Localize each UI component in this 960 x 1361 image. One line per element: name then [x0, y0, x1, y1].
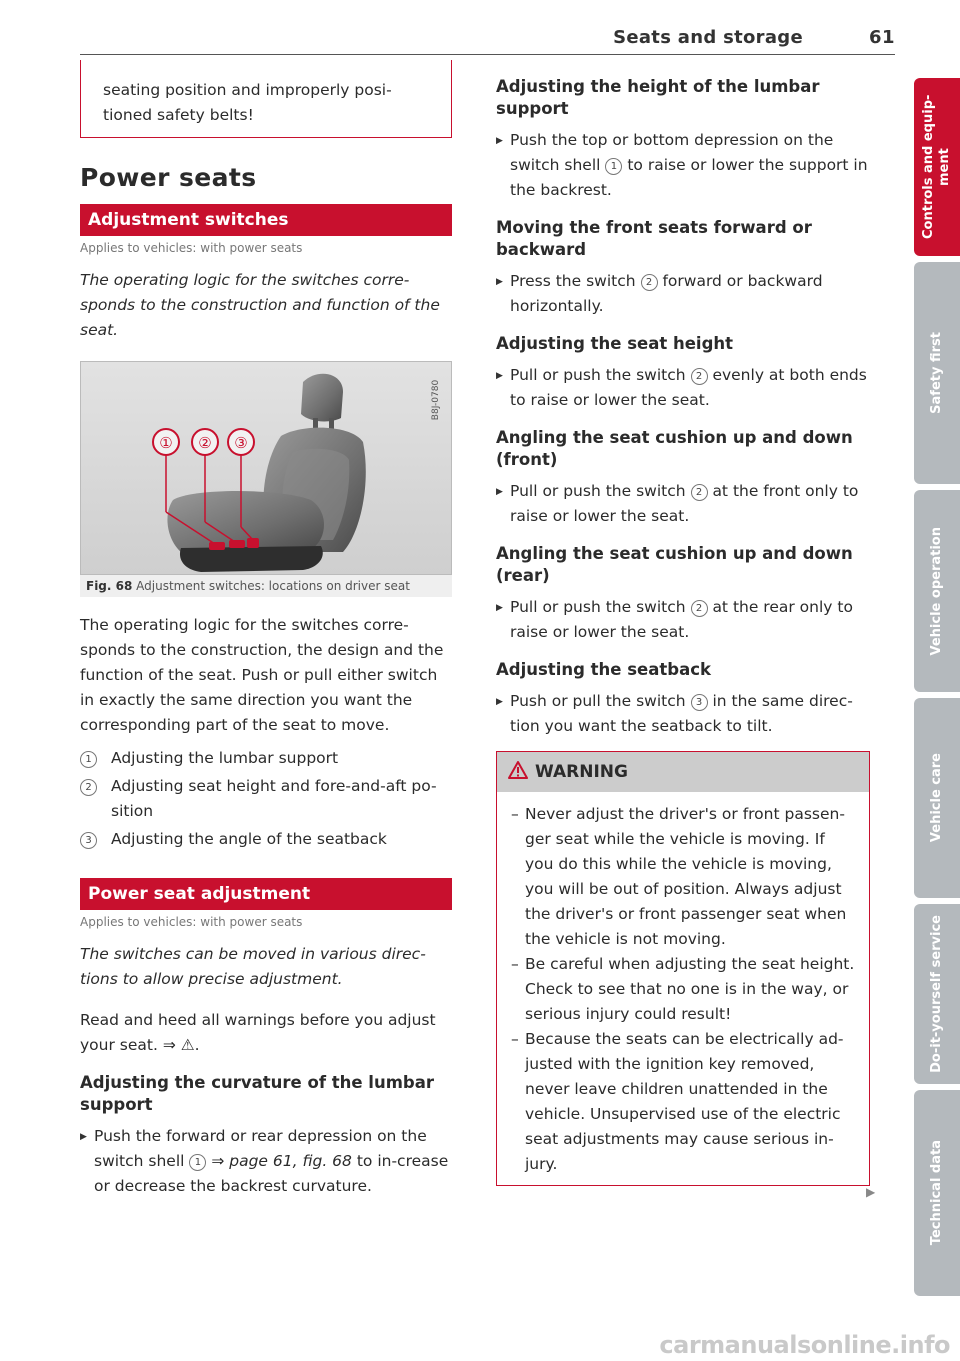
- section-bar-power-seat-adjustment: Power seat adjustment: [80, 878, 452, 910]
- step-text: Press the switch: [510, 272, 636, 290]
- list-item-text: Adjusting seat height and fore-and-aft po-sition: [111, 777, 437, 820]
- continued-arrow-icon: ▶: [866, 1185, 876, 1199]
- tab-safety-first[interactable]: [914, 262, 960, 484]
- number-badge: 2: [641, 274, 658, 291]
- section-intro: The switches can be moved in various direc-tions to allow precise adjustment.: [80, 945, 426, 988]
- applies-note: Applies to vehicles: with power seats: [80, 241, 303, 255]
- callout-1: ①: [159, 434, 173, 452]
- tab-label: Vehicle care: [929, 753, 944, 843]
- warning-item-text: Because the seats can be electrically ad-justed with the ignition key removed, never leave children unattended in the vehicle. Unsupervised use of the electric seat adjustments may cause serious in-jury.: [525, 1030, 844, 1173]
- step-text: at the front only to raise or lower the seat.: [510, 482, 859, 525]
- warning-header: [497, 752, 869, 792]
- list-item: [80, 746, 452, 771]
- section-body: The operating logic for the switches corre-sponds to the construction, the design and the function of the seat. Push or pull either switch in exactly the same direction you want the corresponding part of the seat to move.: [80, 616, 444, 734]
- tab-vehicle-care[interactable]: [914, 698, 960, 898]
- section-body: Read and heed all warnings before you adjust your seat. ⇒ ⚠.: [80, 1011, 436, 1054]
- tab-label: Safety first: [929, 332, 944, 414]
- page-number: 61: [868, 27, 895, 48]
- instruction-step: [496, 128, 869, 203]
- number-badge: 2: [691, 484, 708, 501]
- instruction-blocks: [496, 76, 869, 739]
- section-intro: The operating logic for the switches corre-sponds to the construction and function of the seat.: [80, 271, 440, 339]
- figure-code: B8J-0780: [431, 379, 441, 421]
- subheading: Angling the seat cushion up and down (front): [496, 428, 853, 469]
- number-badge: 3: [80, 832, 97, 849]
- continued-warning-text: seating position and improperly posi-tioned safety belts!: [103, 81, 392, 124]
- callout-2: ②: [198, 434, 212, 452]
- callout-3: ③: [234, 434, 248, 452]
- step-text: at the rear only to raise or lower the seat.: [510, 598, 853, 641]
- subheading: Moving the front seats forward or backward: [496, 218, 812, 259]
- number-badge: 2: [691, 368, 708, 385]
- number-badge: 1: [80, 751, 97, 768]
- step-text: Pull or push the switch: [510, 366, 686, 384]
- instruction-step: [496, 269, 869, 319]
- caption-text: Adjustment switches: locations on driver seat: [136, 579, 410, 593]
- step-text: Pull or push the switch: [510, 598, 686, 616]
- subheading-lumbar-curvature: Adjusting the curvature of the lumbar support: [80, 1073, 434, 1114]
- step-text: in the same direc-tion you want the seatback to tilt.: [510, 692, 853, 735]
- subheading: Adjusting the seatback: [496, 660, 711, 679]
- left-column: [80, 60, 452, 1203]
- subheading: Adjusting the seat height: [496, 334, 734, 353]
- watermark: carmanualsonline.info: [659, 1331, 950, 1359]
- step-text: Pull or push the switch: [510, 482, 686, 500]
- instruction-step: [496, 689, 869, 739]
- page-reference-link[interactable]: ⇒ page 61, fig. 68: [211, 1152, 352, 1170]
- step-text: Push the forward or rear depression on the switch shell: [94, 1127, 427, 1170]
- warning-item: – Never adjust the driver's or front passen-ger seat while the vehicle is moving. If you do this while the vehicle is moving, you will be out of position. Always adjust the driver's or front passenger seat when the vehicle is not moving.: [511, 802, 855, 952]
- warning-title: WARNING: [535, 762, 628, 782]
- subheading: Adjusting the height of the lumbar support: [496, 77, 820, 118]
- page-header: [80, 20, 895, 55]
- step-text: Push or pull the switch: [510, 692, 686, 710]
- continued-warning-box: [80, 60, 452, 138]
- bullet-triangle-icon: ▶: [80, 1132, 87, 1142]
- figure-caption: [80, 575, 452, 597]
- instruction-step: [496, 363, 869, 413]
- subheading: Angling the seat cushion up and down (rear): [496, 544, 853, 585]
- applies-note: Applies to vehicles: with power seats: [80, 915, 303, 929]
- number-badge: 1: [189, 1154, 206, 1171]
- tab-label: Do-it-yourself service: [929, 915, 944, 1073]
- warning-item-text: Never adjust the driver's or front passen-ger seat while the vehicle is moving. If you do this while the vehicle is moving, you will be out of position. Always adjust the driver's or front passenger seat when the vehicle is not moving.: [525, 805, 847, 948]
- instruction-step: [80, 1124, 452, 1199]
- bullet-triangle-icon: ▶: [496, 277, 503, 287]
- tab-vehicle-operation[interactable]: [914, 490, 960, 692]
- seat-figure: [80, 361, 452, 575]
- warning-item: – Because the seats can be electrically ad-justed with the ignition key removed, never leave children unattended in the vehicle. Unsupervised use of the electric seat adjustments may cause serious in-jury.: [511, 1027, 855, 1177]
- warning-item: – Be careful when adjusting the seat height. Check to see that no one is in the way, or serious injury could result!: [511, 952, 855, 1027]
- switch-list: [80, 746, 452, 852]
- tab-label: Vehicle operation: [929, 526, 944, 656]
- list-item-text: Adjusting the angle of the seatback: [111, 830, 387, 848]
- warning-body: [497, 792, 869, 1185]
- bullet-triangle-icon: ▶: [496, 603, 503, 613]
- tab-do-it-yourself-service[interactable]: [914, 904, 960, 1084]
- warning-item-text: Be careful when adjusting the seat height. Check to see that no one is in the way, or serious injury could result!: [525, 955, 855, 1023]
- bullet-triangle-icon: ▶: [496, 487, 503, 497]
- bullet-triangle-icon: ▶: [496, 371, 503, 381]
- warning-triangle-icon: [507, 760, 529, 780]
- number-badge: 2: [691, 600, 708, 617]
- warning-box: [496, 751, 870, 1186]
- right-column: [496, 60, 869, 1186]
- section-title: Seats and storage: [613, 27, 803, 48]
- tab-controls-and-equipment[interactable]: [914, 78, 960, 256]
- tab-technical-data[interactable]: [914, 1090, 960, 1296]
- bullet-triangle-icon: ▶: [496, 136, 503, 146]
- instruction-step: [496, 479, 869, 529]
- step-text: forward or backward horizontally.: [510, 272, 823, 315]
- section-bar-adjustment-switches: Adjustment switches: [80, 204, 452, 236]
- seat-illustration: [81, 362, 451, 574]
- list-item: [80, 774, 452, 824]
- step-text: Push the top or bottom depression on the switch shell: [510, 131, 834, 174]
- tab-label: Technical data: [929, 1140, 944, 1246]
- step-text: to raise or lower the support in the backrest.: [510, 156, 868, 199]
- caption-label: Fig. 68: [86, 579, 133, 593]
- number-badge: 3: [691, 694, 708, 711]
- chapter-title: Power seats: [80, 163, 257, 192]
- number-badge: 1: [605, 158, 622, 175]
- step-text: evenly at both ends to raise or lower the seat.: [510, 366, 867, 409]
- list-item-text: Adjusting the lumbar support: [111, 749, 339, 767]
- step-text: to in-crease or decrease the backrest curvature.: [94, 1152, 449, 1195]
- bullet-triangle-icon: ▶: [496, 697, 503, 707]
- instruction-step: [496, 595, 869, 645]
- number-badge: 2: [80, 779, 97, 796]
- tab-label: Controls and equip-ment: [921, 94, 952, 240]
- list-item: [80, 827, 452, 852]
